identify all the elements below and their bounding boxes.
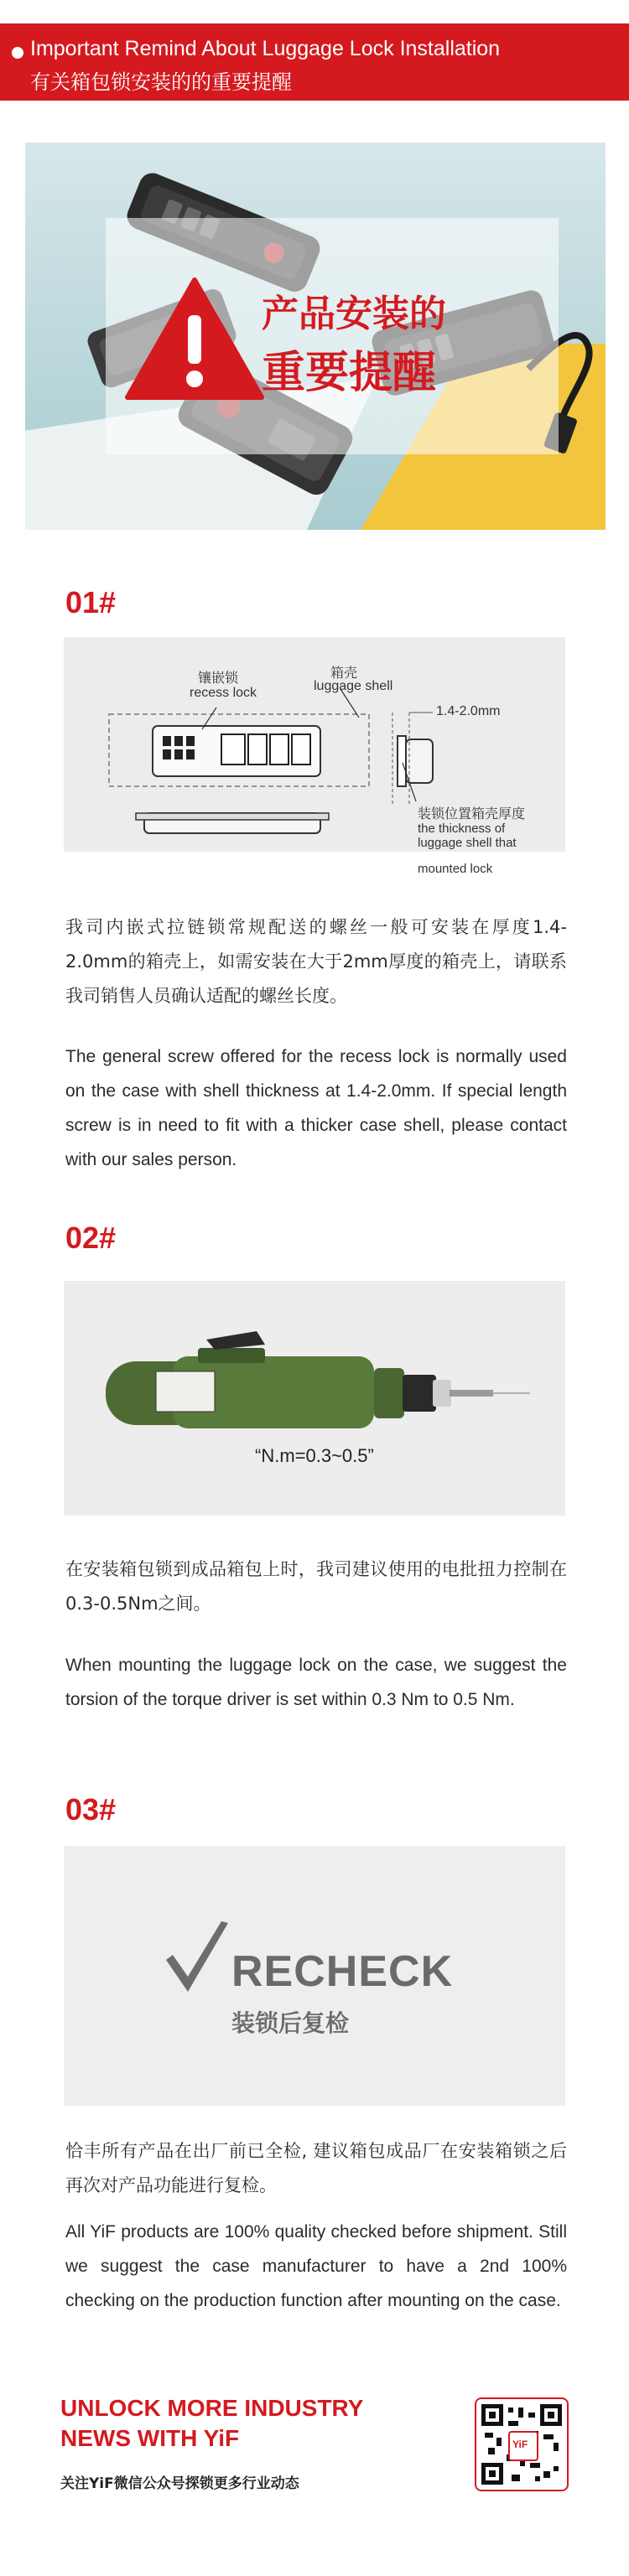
label-recess-en: recess lock — [190, 686, 257, 700]
label-recess-cn: 镶嵌锁 — [198, 670, 239, 686]
header-title-cn: 有关箱包锁安装的的重要提醒 — [30, 70, 292, 94]
recheck-title: RECHECK — [231, 1947, 454, 1996]
hero-title-line2: 重要提醒 — [262, 348, 437, 398]
warning-icon — [124, 277, 265, 401]
section-3-text-en: All YiF products are 100% quality checked before shipment. Still we suggest the case manufacturer to have a 2nd 100% checking on the production function after mounting on the case. — [65, 2222, 567, 2310]
section-1-diagram — [64, 637, 565, 852]
section-1-text-cn: 我司内嵌式拉链锁常规配送的螺丝一般可安装在厚度1.4-2.0mm的箱壳上，如需安装在大于2mm厚度的箱壳上，请联系我司销售人员确认适配的螺丝长度。 — [65, 917, 567, 1006]
label-thickness-en-1: the thickness of — [418, 822, 506, 836]
label-thickness-en-2: luggage shell that — [418, 836, 517, 850]
bullet-dot-icon — [12, 47, 23, 59]
section-3-text-cn: 恰丰所有产品在出厂前已全检, 建议箱包成品厂在安装箱锁之后再次对产品功能进行复检。 — [65, 2141, 567, 2195]
header-title-en: Important Remind About Luggage Lock Installation — [30, 37, 501, 60]
torque-driver-illustration — [64, 1281, 565, 1516]
section-1-number: 01# — [65, 585, 117, 619]
section-2-text-cn: 在安装箱包锁到成品箱包上时，我司建议使用的电批扭力控制在0.3-0.5Nm之间。 — [65, 1559, 567, 1614]
section-2-number: 02# — [65, 1221, 117, 1255]
label-shell-en: luggage shell — [314, 679, 393, 693]
torque-value-label: “N.m=0.3~0.5” — [255, 1445, 374, 1466]
section-3-image — [64, 1846, 565, 2106]
label-thickness-en-3: mounted lock — [418, 862, 493, 876]
section-2-image — [64, 1281, 565, 1516]
section-1-text-en: The general screw offered for the recess lock is normally used on the case with shell thickness at 1.4-2.0mm. If special length screw is in need to fit with a thicker case shell, please contact with our sales person. — [65, 1047, 567, 1169]
hero-title-line1: 产品安装的 — [262, 293, 446, 335]
label-shell-cn: 箱壳 — [330, 665, 358, 681]
label-thickness-cn: 装锁位置箱壳厚度 — [418, 806, 526, 822]
checkmark-icon — [163, 1918, 230, 1998]
hero-image — [25, 143, 606, 530]
recheck-subtitle: 装锁后复检 — [231, 2009, 350, 2037]
qr-code[interactable] — [475, 2397, 569, 2491]
section-2-text-en: When mounting the luggage lock on the case, we suggest the torsion of the torque driver is set within 0.3 Nm to 0.5 Nm. — [65, 1656, 567, 1709]
footer-title: UNLOCK MORE INDUSTRY NEWS WITH YiF — [60, 2395, 363, 2451]
footer-subtitle: 关注YiF微信公众号探锁更多行业动态 — [60, 2475, 299, 2492]
qr-logo-text: YiF — [512, 2439, 528, 2450]
label-thickness-range: 1.4-2.0mm — [436, 704, 501, 718]
section-3-number: 03# — [65, 1792, 117, 1827]
